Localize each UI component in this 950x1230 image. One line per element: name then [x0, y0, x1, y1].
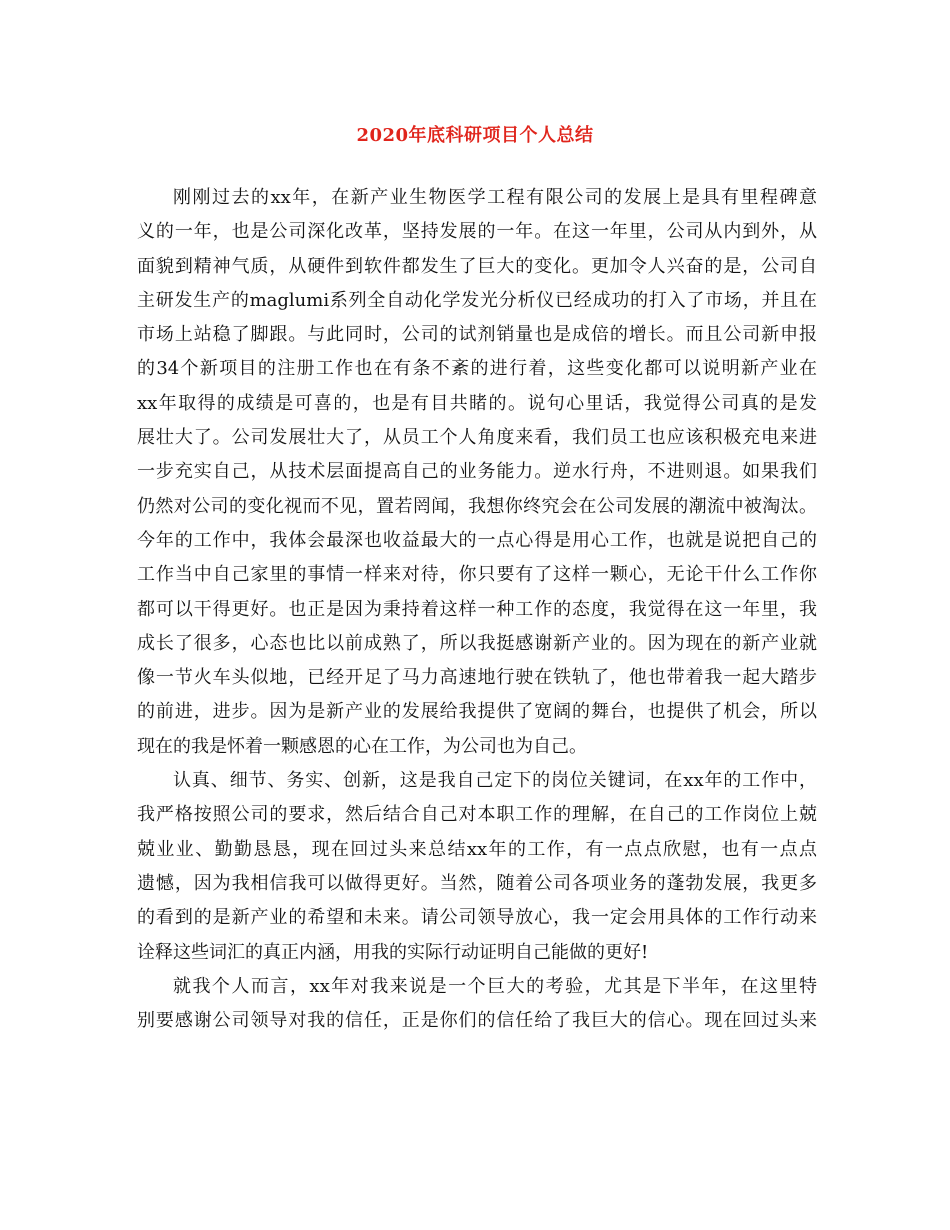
document-title: 2020年底科研项目个人总结: [356, 125, 594, 146]
text-line: 都可以干得更好。也正是因为秉持着这样一种工作的态度，我觉得在这一年里，我: [137, 598, 817, 620]
text-line: 的前进，进步。因为是新产业的发展给我提供了宽阔的舞台，也提供了机会，所以: [137, 701, 817, 723]
text-line: 认真、细节、务实、创新，这是我自己定下的岗位关键词，在xx年的工作中，: [173, 770, 817, 792]
text-line: 的看到的是新产业的希望和未来。请公司领导放心，我一定会用具体的工作行动来: [137, 907, 817, 929]
text-line: 义的一年，也是公司深化改革，坚持发展的一年。在这一年里，公司从内到外，从: [137, 221, 817, 243]
text-line: 的34个新项目的注册工作也在有条不紊的进行着，这些变化都可以说明新产业在: [137, 358, 817, 380]
text-line: 我严格按照公司的要求，然后结合自己对本职工作的理解，在自己的工作岗位上兢: [137, 804, 817, 826]
text-line: 今年的工作中，我体会最深也收益最大的一点心得是用心工作，也就是说把自己的: [137, 529, 817, 551]
text-line: 就我个人而言，xx年对我来说是一个巨大的考验，尤其是下半年，在这里特: [173, 975, 817, 997]
text-line: 主研发生产的maglumi系列全自动化学发光分析仪已经成功的打入了市场，并且在: [137, 289, 817, 311]
document-body: [137, 181, 817, 1038]
text-line: 遗憾，因为我相信我可以做得更好。当然，随着公司各项业务的蓬勃发展，我更多: [137, 872, 817, 894]
text-line: 面貌到精神气质，从硬件到软件都发生了巨大的变化。更加令人兴奋的是，公司自: [137, 255, 817, 277]
text-line: 诠释这些词汇的真正内涵，用我的实际行动证明自己能做的更好!: [137, 941, 649, 963]
text-line: 刚刚过去的xx年，在新产业生物医学工程有限公司的发展上是具有里程碑意: [173, 187, 817, 208]
text-line: 兢业业、勤勤恳恳，现在回过头来总结xx年的工作，有一点点欣慰，也有一点点: [137, 838, 817, 860]
text-line: xx年取得的成绩是可喜的，也是有目共睹的。说句心里话，我觉得公司真的是发: [137, 392, 817, 414]
text-line: 一步充实自己，从技术层面提高自己的业务能力。逆水行舟，不进则退。如果我们: [137, 461, 817, 483]
text-line: 展壮大了。公司发展壮大了，从员工个人角度来看，我们员工也应该积极充电来进: [137, 427, 817, 449]
text-line: 工作当中自己家里的事情一样来对待，你只要有了这样一颗心，无论干什么工作你: [137, 564, 817, 586]
text-line: 市场上站稳了脚跟。与此同时，公司的试剂销量也是成倍的增长。而且公司新申报: [137, 324, 817, 346]
text-line: 别要感谢公司领导对我的信任，正是你们的信任给了我巨大的信心。现在回过头来: [137, 1010, 817, 1032]
text-line: 现在的我是怀着一颗感恩的心在工作，为公司也为自己。: [137, 735, 587, 757]
text-line: 像一节火车头似地，已经开足了马力高速地行驶在铁轨了，他也带着我一起大踏步: [137, 667, 817, 689]
text-line: 成长了很多，心态也比以前成熟了，所以我挺感谢新产业的。因为现在的新产业就: [137, 632, 817, 654]
text-line: 仍然对公司的变化视而不见，置若罔闻，我想你终究会在公司发展的潮流中被淘汰。: [137, 495, 817, 517]
